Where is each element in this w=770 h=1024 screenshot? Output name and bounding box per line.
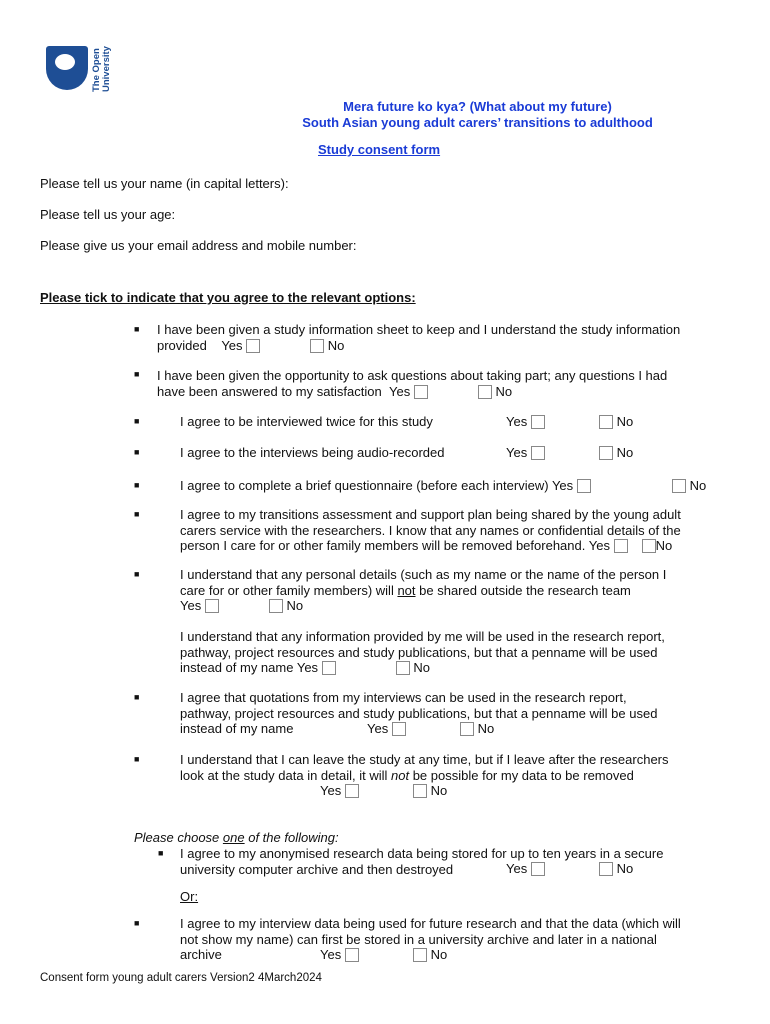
choose-one-heading: Please choose one of the following: bbox=[134, 830, 339, 845]
contact-question: Please give us your email address and mobile number: bbox=[40, 238, 357, 253]
no-checkbox[interactable] bbox=[396, 661, 410, 675]
consent-item-withdraw: I understand that I can leave the study at any time, but if I leave after the researchers look at the study data in detail, it will not be possible for my data to be removed bbox=[180, 752, 669, 783]
yes-no-group: Yes bbox=[320, 947, 359, 963]
yes-checkbox[interactable] bbox=[345, 784, 359, 798]
yes-checkbox[interactable] bbox=[392, 722, 406, 736]
no-checkbox[interactable] bbox=[310, 339, 324, 353]
instructions-heading: Please tick to indicate that you agree to the relevant options: bbox=[40, 290, 416, 305]
consent-item-personal-details: I understand that any personal details (such as my name or the name of the person I care for or other family members) will not be shared outside the research team Yes No bbox=[180, 567, 667, 613]
consent-item-info-sheet: I have been given a study information sheet to keep and I understand the study information provided Yes No bbox=[157, 322, 681, 353]
bullet-icon: ■ bbox=[134, 692, 140, 702]
consent-item-quotations: I agree that quotations from my interviews can be used in the research report, pathway, project resources and study publications, but that a penname will be used instead of my name bbox=[180, 690, 658, 736]
bullet-icon: ■ bbox=[134, 509, 140, 519]
yes-no-group: Yes bbox=[320, 783, 359, 799]
yes-checkbox[interactable] bbox=[577, 479, 591, 493]
consent-item-penname-report: I understand that any information provided by me will be used in the research report, pathway, project resources and study publications, but that a penname will be used instead of my name Yes No bbox=[180, 629, 665, 675]
no-checkbox[interactable] bbox=[478, 385, 492, 399]
yes-checkbox[interactable] bbox=[531, 446, 545, 460]
yes-checkbox[interactable] bbox=[531, 862, 545, 876]
footer-text: Consent form young adult carers Version2 4March2024 bbox=[40, 972, 322, 984]
yes-no-group: No bbox=[672, 478, 706, 494]
yes-no-group: No bbox=[460, 721, 494, 737]
archive-option-national: I agree to my interview data being used for future research and that the data (which will not show my name) can first be stored in a university archive and later in a national archive bbox=[180, 916, 681, 962]
yes-no-group: Yes bbox=[506, 445, 545, 461]
yes-no-group: No bbox=[599, 861, 633, 877]
yes-no-group: Yes bbox=[367, 721, 406, 737]
consent-item-audio: I agree to the interviews being audio-recorded bbox=[180, 445, 445, 460]
consent-item-interviewed: I agree to be interviewed twice for this study bbox=[180, 414, 433, 429]
no-checkbox[interactable] bbox=[599, 415, 613, 429]
bullet-icon: ■ bbox=[134, 754, 140, 764]
yes-no-group: No bbox=[413, 783, 447, 799]
yes-no-group: Yes bbox=[506, 861, 545, 877]
form-title: Study consent form bbox=[318, 142, 441, 157]
no-checkbox[interactable] bbox=[413, 948, 427, 962]
open-university-logo bbox=[46, 46, 88, 90]
yes-no-group: No bbox=[413, 947, 447, 963]
yes-checkbox[interactable] bbox=[345, 948, 359, 962]
no-checkbox[interactable] bbox=[269, 599, 283, 613]
yes-no-group: No bbox=[599, 414, 633, 430]
logo-text: The Open University bbox=[91, 46, 112, 92]
yes-checkbox[interactable] bbox=[246, 339, 260, 353]
bullet-icon: ■ bbox=[158, 848, 164, 858]
bullet-icon: ■ bbox=[134, 918, 140, 928]
yes-checkbox[interactable] bbox=[414, 385, 428, 399]
age-question: Please tell us your age: bbox=[40, 207, 176, 222]
consent-item-questionnaire: I agree to complete a brief questionnaire (before each interview) Yes bbox=[180, 478, 591, 494]
no-checkbox[interactable] bbox=[599, 862, 613, 876]
yes-checkbox[interactable] bbox=[322, 661, 336, 675]
bullet-icon: ■ bbox=[134, 324, 140, 334]
consent-item-questions: I have been given the opportunity to ask questions about taking part; any questions I had have been answered to my satisfaction Yes No bbox=[157, 368, 668, 399]
title-line-1: Mera future ko kya? (What about my future) bbox=[343, 99, 612, 114]
bullet-icon: ■ bbox=[134, 569, 140, 579]
no-checkbox[interactable] bbox=[642, 539, 656, 553]
yes-checkbox[interactable] bbox=[614, 539, 628, 553]
yes-no-group: Yes bbox=[506, 414, 545, 430]
archive-option-destroy: I agree to my anonymised research data being stored for up to ten years in a secure university computer archive and then destroyed bbox=[180, 846, 664, 877]
no-checkbox[interactable] bbox=[672, 479, 686, 493]
no-checkbox[interactable] bbox=[460, 722, 474, 736]
no-checkbox[interactable] bbox=[599, 446, 613, 460]
or-label: Or: bbox=[180, 889, 199, 904]
yes-no-group: No bbox=[599, 445, 633, 461]
bullet-icon: ■ bbox=[134, 369, 140, 379]
no-checkbox[interactable] bbox=[413, 784, 427, 798]
title-line-2: South Asian young adult carers’ transitions to adulthood bbox=[302, 115, 653, 130]
yes-checkbox[interactable] bbox=[531, 415, 545, 429]
bullet-icon: ■ bbox=[134, 480, 140, 490]
bullet-icon: ■ bbox=[134, 416, 140, 426]
consent-item-assessment: I agree to my transitions assessment and support plan being shared by the young adult carers service with the researchers. I know that any names or confidential details of the person I care for or other family members will be removed beforehand. Yes No bbox=[180, 507, 681, 553]
name-question: Please tell us your name (in capital letters): bbox=[40, 176, 289, 191]
bullet-icon: ■ bbox=[134, 447, 140, 457]
yes-checkbox[interactable] bbox=[205, 599, 219, 613]
